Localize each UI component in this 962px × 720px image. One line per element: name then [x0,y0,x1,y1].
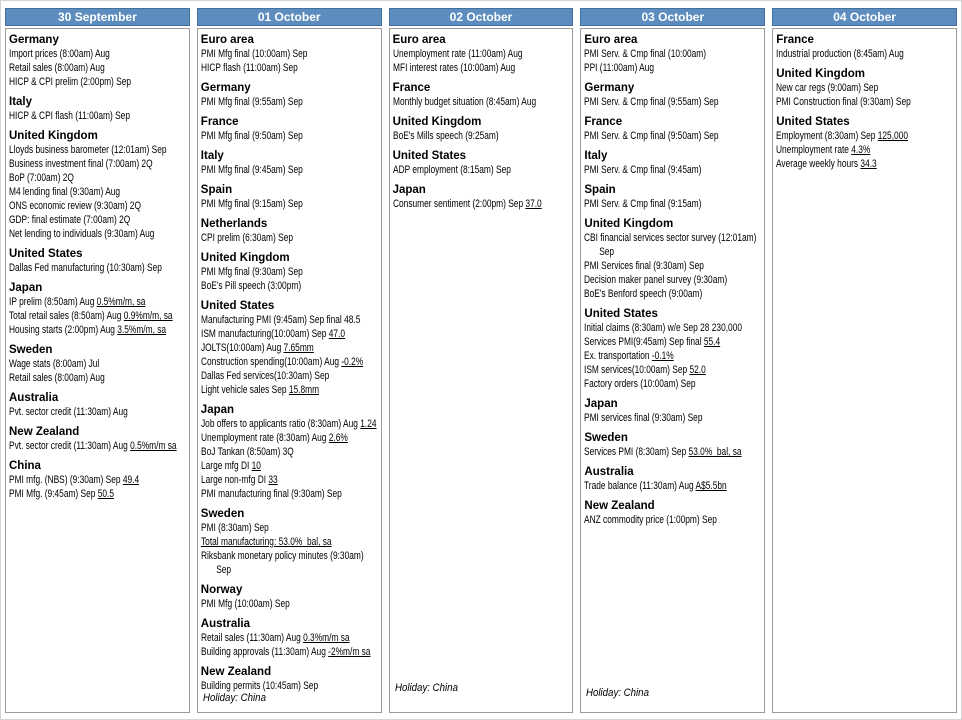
event-item [393,61,528,75]
event-item [201,383,336,397]
country-heading: United States [584,308,658,320]
event-forecast-value: 0.3%m/m sa [302,632,350,644]
country-section-sweden [584,431,762,459]
country-heading: Euro area [584,34,638,46]
event-text: MFI interest rates (10:00am) Aug [392,62,515,74]
country-section-united-states [776,115,954,171]
event-forecast-value: 37.0 [525,198,542,210]
event-item [9,323,167,337]
event-item [200,431,348,445]
country-heading: France [200,116,239,128]
country-heading: Euro area [392,34,446,46]
country-section-new-zealand [584,499,762,527]
event-text: Wage stats (8:00am) Jul [9,358,100,370]
country-heading: United Kingdom [200,252,290,264]
country-section-euro-area [393,33,571,75]
day-events [5,28,190,713]
event-item [201,679,336,693]
event-item [201,265,336,279]
event-item [9,295,144,309]
event-forecast-value: 15.8mm [288,384,319,396]
event-text: Dallas Fed services(10:30am) Sep [200,370,330,382]
event-forecast-value: 52.0 [689,364,707,376]
country-heading: United States [392,150,467,162]
event-item [776,157,911,171]
event-text: Ex. transportation [584,350,653,362]
event-text: PMI Mfg final (9:45am) Sep [200,164,303,176]
day-column-04-october [772,8,957,713]
event-text: BoE's Mills speech (9:25am) [392,130,499,142]
event-item [9,473,144,487]
event-text: Unemployment rate (11:00am) Aug [392,48,523,60]
country-heading: Sweden [584,432,628,444]
event-item [9,405,144,419]
country-section-new-zealand [9,425,187,453]
event-text: Building permits (10:45am) Sep [200,680,318,692]
event-text: Large mfg DI [200,460,252,472]
event-item [776,81,911,95]
country-section-netherlands [201,217,379,245]
day-events [197,28,382,713]
event-text: BoJ Tankan (8:50am) 3Q [200,446,294,458]
event-item [584,377,719,391]
country-heading: Australia [9,392,59,404]
event-text: PMI mfg. (NBS) (9:30am) Sep [9,474,123,486]
date-header: 03 October [580,8,765,26]
event-text: Pvt. sector credit (11:30am) Aug [9,406,128,418]
event-item [9,357,144,371]
event-text: M4 lending final (9:30am) Aug [9,186,121,198]
event-text: JOLTS(10:00am) Aug [200,342,284,354]
event-text: Monthly budget situation (8:45am) Aug [392,96,536,108]
event-forecast-value: 7.65mm [283,342,314,354]
country-heading: United Kingdom [9,130,98,142]
country-heading: Australia [200,618,251,630]
day-column-30-september [5,8,190,713]
country-section-euro-area [584,33,762,75]
event-item [584,259,719,273]
event-item [201,445,336,459]
country-section-france [584,115,762,143]
event-text: ONS economic review (9:30am) 2Q [9,200,141,212]
event-item [201,61,336,75]
event-forecast-value: 0.5%m/m, sa [96,296,146,308]
country-heading: Japan [584,398,618,410]
event-item [201,163,336,177]
event-text: PMI Construction final (9:30am) Sep [776,96,911,108]
country-heading: United Kingdom [584,218,674,230]
event-text: Job offers to applicants ratio (8:30am) Aug [200,418,361,430]
event-text: CPI prelim (6:30am) Sep [200,232,293,244]
event-text: CBI financial services sector survey (12:01am) [584,232,757,244]
day-events [580,28,765,713]
event-forecast-value: A$5.5bn [695,480,728,492]
event-forecast-value: 1.24 [360,418,377,430]
day-events [389,28,574,713]
country-heading: United Kingdom [392,116,482,128]
event-item [584,479,728,493]
event-item [776,95,911,109]
country-section-united-kingdom [584,217,762,301]
country-heading: New Zealand [200,666,272,678]
event-text: Pvt. sector credit (11:30am) Aug [9,440,131,452]
event-item [200,355,363,369]
country-heading: France [392,82,431,94]
event-text: Riksbank monetary policy minutes (9:30am) [200,550,364,562]
country-section-france [393,81,571,109]
day-column-03-october [580,8,765,713]
country-section-united-states [9,247,187,275]
event-item [201,231,336,245]
event-text: Factory orders (10:00am) Sep [584,378,696,390]
event-text: Retail sales (11:30am) Aug [200,632,303,644]
event-forecast-value: 53.0% bal, sa [688,446,742,458]
event-text: Decision maker panel survey (9:30am) [584,274,728,286]
event-item [9,213,144,227]
event-forecast-value: 2.6% [328,432,348,444]
event-text: Consumer sentiment (2:00pm) Sep [392,198,526,210]
event-item [201,95,336,109]
event-text: Services PMI(9:45am) Sep final [584,336,705,348]
country-section-new-zealand [201,665,379,693]
event-text: PMI Mfg (10:00am) Sep [200,598,290,610]
event-item [9,157,153,171]
country-section-united-kingdom [393,115,571,143]
event-text: Initial claims (8:30am) w/e Sep 28 230,000 [584,322,743,334]
country-section-spain [201,183,379,211]
event-item [9,171,144,185]
day-column-01-october [197,8,382,713]
event-text: PMI Serv. & Cmp final (9:55am) Sep [584,96,719,108]
country-section-spain [584,183,762,211]
event-item [776,129,911,143]
event-item [200,417,377,431]
event-item [201,279,336,293]
event-item [200,631,350,645]
event-text: Unemployment rate (8:30am) Aug [200,432,329,444]
event-item [9,487,144,501]
event-text: PMI Serv. & Cmp final (9:45am) [584,164,702,176]
event-forecast-value: -2%m/m sa [327,646,371,658]
event-text: PMI Mfg final (9:30am) Sep [200,266,303,278]
country-heading: Norway [200,584,243,596]
event-text: PMI manufacturing final (9:30am) Sep [200,488,342,500]
event-item [584,513,719,527]
event-item-continuation: Sep [215,564,231,576]
event-forecast-value: -0.1% [652,350,675,362]
event-item [584,231,757,245]
event-item [201,47,336,61]
event-text: Import prices (8:00am) Aug [9,48,110,60]
event-item [201,341,336,355]
event-item [584,445,742,459]
economic-calendar [5,8,957,713]
event-item [584,349,719,363]
event-item [584,95,719,109]
event-forecast-value: 55.4 [704,336,721,348]
event-text: PPI (11:00am) Aug [584,62,655,74]
event-item [9,75,144,89]
country-section-italy [584,149,762,177]
event-item [584,335,719,349]
event-forecast-value: 50.5 [97,488,115,500]
country-heading: Sweden [9,344,53,356]
country-section-australia [584,465,762,493]
country-section-italy [9,95,187,123]
country-heading: New Zealand [584,500,655,512]
event-text: Employment (8:30am) Sep [776,130,878,142]
event-text: BoE's Pill speech (3:00pm) [200,280,301,292]
country-section-japan [9,281,187,337]
event-text: Light vehicle sales Sep [200,384,289,396]
event-item [201,369,336,383]
day-column-02-october [389,8,574,713]
event-forecast-value: 33 [268,474,278,486]
country-heading: Netherlands [200,218,268,230]
country-heading: United Kingdom [776,68,865,80]
event-item [201,459,336,473]
country-heading: Spain [584,184,616,196]
event-text: Manufacturing PMI (9:45am) Sep final 48.5 [200,314,361,326]
country-heading: France [776,34,814,46]
event-text: BoE's Benford speech (9:00am) [584,288,703,300]
event-forecast-value: 0.9%m/m, sa [123,310,173,322]
event-item [584,363,719,377]
event-forecast-value: 4.3% [851,144,871,156]
event-forecast-value: -0.2% [341,356,363,368]
event-item [393,47,528,61]
event-item [200,313,361,327]
event-item [584,287,719,301]
country-section-germany [9,33,187,89]
country-section-france [201,115,379,143]
country-section-united-kingdom [201,251,379,293]
country-heading: Italy [584,150,608,162]
event-forecast-value: 49.4 [122,474,140,486]
event-item [200,327,345,341]
event-forecast-value: 0.5%m/m sa [130,440,177,452]
event-text: PMI Mfg. (9:45am) Sep [9,488,98,500]
event-text: PMI Serv. & Cmp final (9:50am) Sep [584,130,719,142]
event-text: Building approvals (11:30am) Aug [200,646,328,658]
event-text: Construction spending(10:00am) Aug [200,356,342,368]
event-item [392,197,542,211]
event-item [9,309,173,323]
event-text: PMI Services final (9:30am) Sep [584,260,705,272]
country-heading: United States [9,248,83,260]
country-section-france [776,33,954,61]
event-text: Industrial production (8:45am) Aug [776,48,904,60]
country-section-sweden [201,507,379,577]
event-item [584,47,719,61]
event-text: PMI services final (9:30am) Sep [584,412,703,424]
country-heading: Germany [200,82,251,94]
event-text: Lloyds business barometer (12:01am) Sep [9,144,167,156]
event-text: PMI Mfg final (10:00am) Sep [200,48,308,60]
holiday-note: Holiday: China [202,692,266,704]
event-item [584,61,719,75]
country-heading: Italy [9,96,33,108]
country-heading: New Zealand [9,426,80,438]
country-section-germany [584,81,762,109]
event-item-continuation: Sep [599,246,615,258]
event-item [201,129,336,143]
event-text: PMI Mfg final (9:15am) Sep [200,198,303,210]
event-item [200,487,342,501]
event-text: ISM services(10:00am) Sep [584,364,690,376]
date-header: 04 October [772,8,957,26]
event-item [9,261,162,275]
event-item [201,597,336,611]
country-section-united-kingdom [776,67,954,109]
event-text: Services PMI (8:30am) Sep [584,446,689,458]
event-text: HICP & CPI prelim (2:00pm) Sep [9,76,132,88]
country-section-japan [201,403,379,501]
day-events [772,28,957,713]
country-section-australia [9,391,187,419]
event-text: Dallas Fed manufacturing (10:30am) Sep [9,262,162,274]
event-text: New car regs (9:00am) Sep [776,82,879,94]
country-section-germany [201,81,379,109]
event-item [9,47,144,61]
event-item [9,439,177,453]
date-header: 02 October [389,8,574,26]
country-section-japan [393,183,571,211]
event-item [200,549,364,563]
event-forecast-value: 125,000 [877,130,909,142]
country-section-united-states [393,149,571,177]
country-section-norway [201,583,379,611]
event-forecast-value: 3.5%m/m, sa [117,324,167,336]
event-item [201,473,336,487]
event-item [584,129,719,143]
event-text: GDP: final estimate (7:00am) 2Q [9,214,131,226]
country-heading: Spain [200,184,233,196]
country-heading: Australia [584,466,634,478]
event-item [9,61,144,75]
event-text: Business investment final (7:00am) 2Q [9,158,153,170]
event-text: PMI Mfg final (9:55am) Sep [200,96,303,108]
event-item [584,321,743,335]
event-text: Retail sales (8:00am) Aug [9,372,105,384]
event-text: PMI Serv. & Cmp final (9:15am) [584,198,702,210]
event-item [584,273,728,287]
event-text: PMI Mfg final (9:50am) Sep [200,130,303,142]
country-heading: Japan [392,184,426,196]
event-item [393,163,528,177]
event-text: Housing starts (2:00pm) Aug [9,324,118,336]
country-heading: Sweden [200,508,245,520]
event-item [201,197,336,211]
event-text: ANZ commodity price (1:00pm) Sep [584,514,718,526]
event-item [776,143,911,157]
country-heading: United States [776,116,850,128]
country-section-united-states [584,307,762,391]
holiday-note: Holiday: China [586,687,650,699]
event-forecast-value: 47.0 [328,328,345,340]
event-item [9,185,144,199]
country-heading: Italy [200,150,224,162]
country-section-japan [584,397,762,425]
event-text: ADP employment (8:15am) Sep [392,164,511,176]
event-text: Total retail sales (8:50am) Aug [9,310,124,322]
event-forecast-value: 10 [251,460,261,472]
date-header: 01 October [197,8,382,26]
event-text: PMI Serv. & Cmp final (10:00am) [584,48,707,60]
event-text: PMI (8:30am) Sep [200,522,269,534]
event-text: Trade balance (11:30am) Aug [584,480,696,492]
event-text: Large non-mfg DI [200,474,269,486]
event-item [201,521,336,535]
event-item [9,371,144,385]
country-section-australia [201,617,379,659]
event-item [200,645,371,659]
event-forecast-value: Total manufacturing: 53.0% bal, sa [200,536,332,548]
country-heading: Japan [200,404,235,416]
date-header: 30 September [5,8,190,26]
event-item [9,227,155,241]
event-text: Retail sales (8:00am) Aug [9,62,105,74]
event-text: Unemployment rate [776,144,852,156]
country-heading: United States [200,300,275,312]
country-heading: Germany [584,82,635,94]
country-section-united-kingdom [9,129,187,241]
event-text: HICP flash (11:00am) Sep [200,62,298,74]
country-heading: Germany [9,34,59,46]
country-heading: Japan [9,282,43,294]
event-text: HICP & CPI flash (11:00am) Sep [9,110,130,122]
event-forecast-value: 34.3 [860,158,877,170]
event-item [9,143,167,157]
event-text: Average weekly hours [776,158,861,170]
holiday-note: Holiday: China [394,682,458,694]
event-item [393,129,528,143]
country-section-china [9,459,187,501]
event-item [392,95,536,109]
event-item [9,109,144,123]
event-item [9,199,144,213]
country-section-sweden [9,343,187,385]
country-heading: Euro area [200,34,254,46]
event-text: IP prelim (8:50am) Aug [9,296,97,308]
country-section-italy [201,149,379,177]
event-text: ISM manufacturing(10:00am) Sep [200,328,329,340]
event-item [584,411,719,425]
country-section-euro-area [201,33,379,75]
country-heading: China [9,460,41,472]
event-text: Net lending to individuals (9:30am) Aug [9,228,155,240]
event-text: BoP (7:00am) 2Q [9,172,74,184]
event-item [584,197,719,211]
event-item [201,535,336,549]
event-item [776,47,911,61]
country-heading: France [584,116,623,128]
event-item [584,163,719,177]
country-section-united-states [201,299,379,397]
